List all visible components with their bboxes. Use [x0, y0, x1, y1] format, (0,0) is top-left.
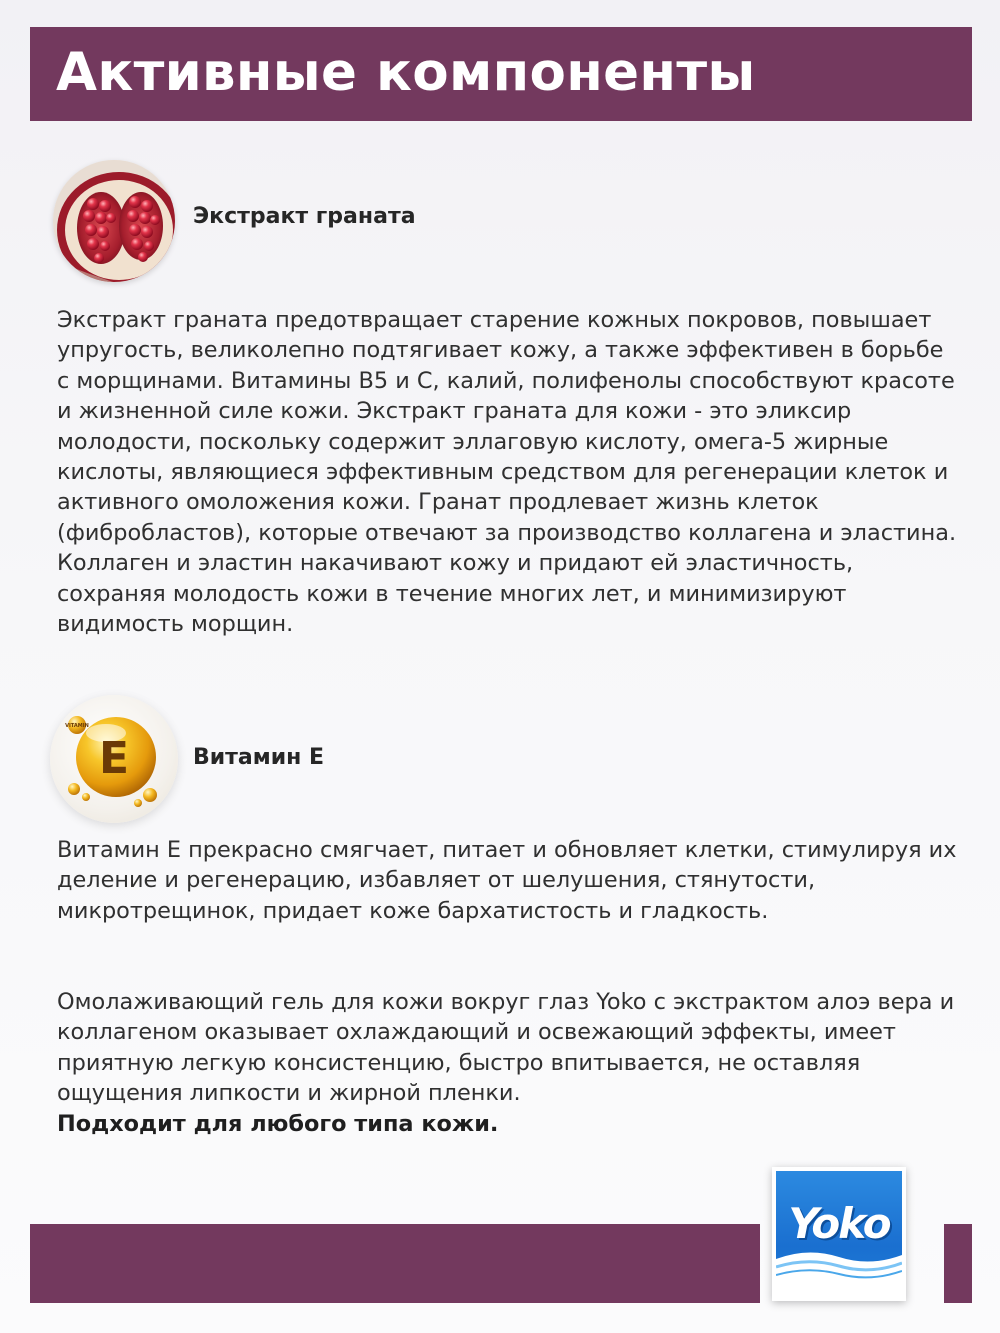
pomegranate-icon: [53, 160, 175, 282]
brand-logo: [772, 1167, 906, 1301]
footer-bar-right: [944, 1224, 972, 1303]
product-summary: Омолаживающий гель для кожи вокруг глаз Yoko с экстрактом алоэ вера и коллагеном оказывает охлаждающий и освежающий эффекты, имеет приятную легкую консистенцию, быстро впитывается, не оставляя ощущения липкости и жирной пленки.: [57, 989, 955, 1107]
vitamin-e-description: Витамин Е прекрасно смягчает, питает и обновляет клетки, стимулируя их деление и регенерацию, избавляет от шелушения, стянутости, микротрещинок, придает коже бархатистость и гладкость.: [57, 837, 957, 924]
section-title-pomegranate: Экстракт граната: [193, 204, 416, 229]
footer-bar-left: [30, 1224, 760, 1303]
vitamin-letter: E: [98, 733, 130, 784]
vitamin-e-icon: [50, 695, 178, 823]
page-title: Активные компоненты: [56, 42, 756, 103]
section-title-vitamin-e: Витамин Е: [193, 745, 325, 770]
skin-type-note: Подходит для любого типа кожи.: [57, 1111, 499, 1137]
brand-logo-text: Yoko: [788, 1199, 890, 1248]
pomegranate-description: Экстракт граната предотвращает старение кожных покровов, повышает упругость, великолепно подтягивает кожу, а также эффективен в борьбе с морщинами. Витамины В5 и С, калий, полифенолы способствуют красоте и жизненной силе кожи. Экстракт граната для кожи - это эликсир молодости, поскольку содержит эллаговую кислоту, омега-5 жирные кислоты, являющиеся эффективным средством для регенерации клеток и активного омоложения кожи. Гранат продлевает жизнь клеток (фибробластов), которые отвечают за производство коллагена и эластина. Коллаген и эластин накачивают кожу и придают ей эластичность, сохраняя молодость кожи в течение многих лет, и минимизируют видимость морщин.: [57, 307, 957, 638]
vitamin-caption: VITAMIN: [65, 723, 89, 729]
